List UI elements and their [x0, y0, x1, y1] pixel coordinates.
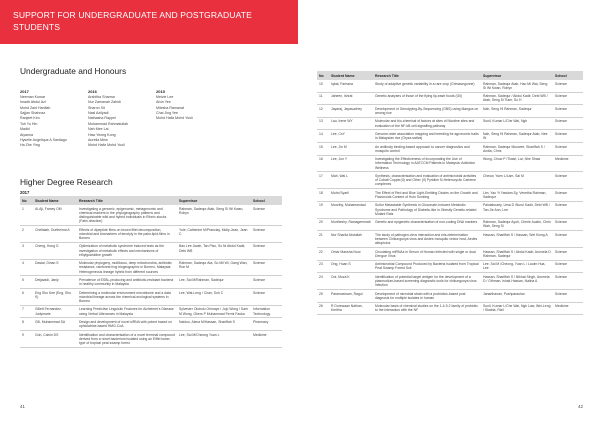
undergrad-name: Arshitha Sharma: [88, 94, 115, 99]
cell-school: Medicine: [553, 155, 583, 172]
cell-school: Science: [553, 105, 583, 118]
column-header-school: School: [553, 71, 583, 80]
table-row: [317, 247, 583, 260]
cell-supervisor: Rahman, Sadequr Atab, Hao Mi Wai, Seng Si Wi Kwan, Robyn: [481, 80, 553, 92]
cell-student-name: Lau, Irene WY: [329, 117, 373, 130]
cell-research-title: Molecular phylogeny, multilocus, deep mitochondria, antibiotic resistance, rainforest frog biogeographic in Borneo, Malaysia: Heterogeneous lineage hybrid from different sources: [77, 259, 177, 276]
table-row: [317, 105, 583, 118]
table-row: [20, 330, 282, 347]
cell-student-name: Omar Mansha Noor: [329, 247, 373, 260]
cell-student-name: Murtheshy, Ramagemmalt: [329, 218, 373, 231]
table-row: [317, 231, 583, 248]
column-header-no: No: [20, 196, 33, 205]
undergrad-name: Sharon Sit: [88, 105, 105, 110]
cell-no: 19: [317, 201, 329, 218]
hdr-year: 2017: [20, 190, 30, 195]
undergrad-name: Haw Yeong Kong: [88, 132, 116, 137]
cell-supervisor: Sunil, Kumar L/Che Wai, Ngh Law, Wei-Leng / Shabia, Rizil: [481, 302, 553, 315]
table-row: [20, 276, 282, 289]
cell-no: 21: [317, 231, 329, 248]
cell-student-name: R Durewaan Nathan, Keritha: [329, 302, 373, 315]
column-header-school: School: [251, 196, 282, 205]
table-row: [317, 289, 583, 302]
cell-school: Science: [251, 205, 282, 226]
cell-school: Science: [553, 231, 583, 248]
undergrad-name: Hyselle Angelique A Santiago: [20, 138, 67, 143]
cell-supervisor: Naidoo, Alena M/Hassan, Shariffah S: [177, 318, 251, 331]
undergrad-name: Sajjan Shahnaz: [20, 111, 46, 116]
cell-student-name: Dastal, Dinan S: [33, 259, 77, 276]
cell-student-name: Nur Sharlia Abdullah: [329, 231, 373, 248]
column-header-student-name: Student Name: [33, 196, 77, 205]
cell-student-name: Cheng, Hong G: [33, 242, 77, 259]
undergrad-heading: Undergraduate and Honours: [20, 66, 127, 76]
undergrad-name: Nur Zamanah Zahidi: [88, 100, 121, 105]
undergrad-name: Mohd Zaid Hanfiah: [20, 105, 51, 110]
cell-school: Science: [553, 218, 583, 231]
cell-research-title: Identification of potential target antigen for the development of a plasmodium-based screening diagnostic tools for chikungunya virus infection: [373, 273, 481, 290]
cell-no: 10: [317, 80, 329, 92]
table-row: [317, 201, 583, 218]
cell-student-name: Jaheen, Ishrat: [329, 92, 373, 105]
cell-student-name: Lee, CsY: [329, 130, 373, 143]
cell-research-title: Sulfur Metastable Synthesis in Gluconate-Induced Metabolic Syndrome and Pathology of Diabetic-like in Obesity Genetic-related Mutant Rats: [373, 201, 481, 218]
cell-research-title: Antimicrobial Compound Produced by Bacteria Isolated from Tropical Peat Swamp Forest Soil: [373, 260, 481, 273]
cell-research-title: Molecular basis of chemical studies on the 1-4-9-2 family of probiotic to the interaction with the NF: [373, 302, 481, 315]
cell-no: 1: [20, 205, 33, 226]
column-header-research-title: Research Title: [77, 196, 177, 205]
cell-supervisor: Rahman, Sadequr Atab, Seng Si Wi Kwan, Robyn: [177, 205, 251, 226]
cell-research-title: Identification and characterisation of a novel terminal compound derived from a novel bacterium isolated using an Eiffel tower-type of tropical peat swamp forest: [77, 330, 177, 347]
undergrad-name: Toh Yu Hin: [20, 121, 38, 126]
undergrad-name: Mohammad Rahmatullah: [88, 121, 129, 126]
cell-no: 3: [20, 242, 33, 259]
undergrad-name: Ha Zhe Ying: [20, 143, 40, 148]
table-row: [317, 80, 583, 92]
cell-school: Science: [251, 259, 282, 276]
cell-supervisor: Paloiabuarty, Uma D /Nurul Kadir, Debi WB / Tan Jie Ann, Lee: [481, 201, 553, 218]
page-right: [300, 0, 600, 424]
cell-student-name: Moorthy, Muhamandad: [329, 201, 373, 218]
banner: [0, 0, 298, 44]
undergrad-name: Nah Mee Lai: [88, 127, 109, 132]
cell-school: Science: [553, 117, 583, 130]
undergrad-name: Ranjeet Kim: [20, 116, 40, 121]
page-number-left: 41: [20, 404, 25, 409]
cell-student-name: Eng Shu Kee (Eng, Shu K): [33, 288, 77, 305]
cell-supervisor: Lee, Sai M /Cheong, Yuan L / Lauim Hua, Lee: [481, 260, 553, 273]
cell-student-name: Gillett Fernandez, Judymarie: [33, 305, 77, 318]
cell-student-name: Jayaraj, Jayasudhey: [329, 105, 373, 118]
cell-student-name: Ong, Huan S: [329, 260, 373, 273]
cell-school: Science: [553, 201, 583, 218]
cell-research-title: Development of microbial strain with a probiotics-based post diagnosis for multiple isolates in human: [373, 289, 481, 302]
banner-title: SUPPORT FOR UNDERGRADUATE AND POSTGRADUATE STUDENTS: [13, 10, 252, 32]
cell-no: 11: [317, 92, 329, 105]
cell-research-title: Synthesis, characterisation and evaluation of antimicrobial activities of Cobalt Copper(II) and Other (II) Pyridine N-Heterocyclic Carbene complexes: [373, 172, 481, 189]
cell-school: Science: [251, 242, 282, 259]
cell-student-name: Mohd Syaril: [329, 189, 373, 202]
cell-research-title: Optimization of metabolic syndrome induced tests as the investigation of metabolic effects and mechanisms of ethylguanidine growth: [77, 242, 177, 259]
cell-school: Medicine: [251, 330, 282, 347]
table-row: [20, 259, 282, 276]
cell-supervisor: Lim, Yau Yi Yawlam-Sy, Venetha Rahman, Sadequr: [481, 189, 553, 202]
cell-research-title: Effects of dipeptide films on brown fillet decomposition, microbial and biomarkers of tenotyly in the palm-lipid-films in Borneo: [77, 226, 177, 243]
undergrad-year: 2017: [20, 89, 29, 94]
undergrad-name: Melvie Lee: [156, 94, 174, 99]
cell-supervisor: Lee, Sai M/Cheong Yuan L: [177, 330, 251, 347]
cell-research-title: Study of adaptive genetic variability in a rare crop (Grimasegonne): [373, 80, 481, 92]
cell-no: 26: [317, 302, 329, 315]
table-row: [317, 92, 583, 105]
table-row: [317, 142, 583, 155]
cell-school: Science: [251, 226, 282, 243]
cell-no: 22: [317, 247, 329, 260]
cell-no: 20: [317, 218, 329, 231]
cell-no: 5: [20, 276, 33, 289]
cell-supervisor: Rahman, Sadequr Ata, So Mil Wi, Gang Wan, Ron M: [177, 259, 251, 276]
table-row: [317, 155, 583, 172]
cell-student-name: Al-Aji, Famey OM: [33, 205, 77, 226]
undergrad-name: Chai Jing Yee: [156, 111, 178, 116]
cell-supervisor: Lee, Sai M/Rahman, Sadequr: [177, 276, 251, 289]
cell-no: 25: [317, 289, 329, 302]
undergrad-name: Milesha Ramanat: [156, 105, 184, 110]
cell-no: 2: [20, 226, 33, 243]
table-row: [317, 172, 583, 189]
cell-research-title: Circulating miRNAs in Serum of Human Infected with single or dual Dengue Virus: [373, 247, 481, 260]
cell-school: Science: [553, 92, 583, 105]
undergrad-year: 2016: [88, 89, 97, 94]
cell-supervisor: Rahman, Sadequr Munwee, Shariffah S / Andia, Chris: [481, 142, 553, 155]
table-row: [317, 273, 583, 290]
cell-supervisor: Sylvester Olubolu Orimaye / Jojo Wong / Sam M Wong, Ohers P Muhammad Fermi Fauka: [177, 305, 251, 318]
cell-supervisor: Lee, Wai-Leng / Chan, Soh C: [177, 288, 251, 305]
undergrad-name: Mohd Hafiz Mohd Yusli: [88, 143, 125, 148]
cell-no: 12: [317, 105, 329, 118]
page-left: [0, 44, 300, 424]
cell-school: Science: [553, 273, 583, 290]
cell-school: Pharmacy: [251, 318, 282, 331]
cell-student-name: Ooi, Moza K: [329, 273, 373, 290]
cell-no: 6: [20, 288, 33, 305]
undergrad-name: Imadh Abdul Azl: [20, 100, 46, 105]
cell-research-title: Genetic analyses of those of the flying lip-eastr foods (Gil): [373, 92, 481, 105]
cell-research-title: Determining a molecular environment microbiome and a data microbial lineage across the chemical-ecological systems in Borneo: [77, 288, 177, 305]
column-header-supervisor: Supervisor: [177, 196, 251, 205]
undergrad-name: Alvin Yee: [156, 100, 171, 105]
cell-student-name: Lee, Jun Y: [329, 155, 373, 172]
hdr-table-right-body: [317, 80, 583, 315]
undergrad-name: Madhi: [20, 127, 30, 132]
cell-research-title: Prevalence of ESBL-producing and antibiotic-resistant bacteria in healthy community in Malaysia: [77, 276, 177, 289]
table-row: [20, 318, 282, 331]
cell-research-title: Genetic and epigenetic characterisation of non-coding DNA markers: [373, 218, 481, 231]
cell-supervisor: Hassan, Shariffah S / Nikhat Singh, Arumela D / Othman, Ishak Hassan, Nalina A: [481, 273, 553, 290]
cell-supervisor: Bao Lee Jiwah, Tan Piso, So Ni Abdul Kadir, Debi WB: [177, 242, 251, 259]
cell-school: Science: [553, 247, 583, 260]
undergrad-column-2017: [20, 89, 84, 149]
undergrad-column-2016: [88, 89, 152, 149]
cell-supervisor: Nah, Seng Hi Rahman, Sadequr Atab, Nee W: [481, 130, 553, 143]
cell-school: Science: [553, 80, 583, 92]
undergrad-name: Nathasha Rappel: [88, 116, 116, 121]
cell-research-title: Molecular and bio-chemical of factors at sites of Nicotine sites and evaluation of the NF-kB cell-signalling pathway: [373, 117, 481, 130]
cell-supervisor: Yule, Catherine M/Pranclay, Molly-Jean, Jean C: [177, 226, 251, 243]
cell-school: Science: [553, 172, 583, 189]
table-row: [317, 260, 583, 273]
undergrad-year: 2015: [156, 89, 165, 94]
cell-student-name: Mah, Wai L: [329, 172, 373, 189]
hdr-table-right: [317, 71, 583, 315]
cell-research-title: Genome-wide association mapping and breeding for agronomic traits in Malaysian rice (Oryza sativa): [373, 130, 481, 143]
hdr-heading: Higher Degree Research: [20, 177, 113, 187]
cell-school: Science: [553, 142, 583, 155]
cell-no: 18: [317, 189, 329, 202]
cell-no: 14: [317, 130, 329, 143]
table-row: [317, 189, 583, 202]
undergrad-name: Nasl Azilyadi: [88, 111, 109, 116]
cell-student-name: Deljavadi, Janly: [33, 276, 77, 289]
cell-research-title: Development of Genotyping-By-Sequencing (GBS) using Mangos on among rice: [373, 105, 481, 118]
table-row: [20, 226, 282, 243]
column-header-supervisor: Supervisor: [481, 71, 553, 80]
cell-supervisor: Nah, Seng Hi Rahman, Sadequr: [481, 105, 553, 118]
column-header-student-name: Student Name: [329, 71, 373, 80]
cell-research-title: Investigating the Effectiveness of Incorporating the Use of Information Technology in AATCCM Patients in Malaysia: Addiction Wellness: [373, 155, 481, 172]
cell-student-name: Iqbal, Farhana: [329, 80, 373, 92]
table-row: [20, 288, 282, 305]
cell-school: Information Technology: [251, 305, 282, 318]
undergrad-column-2015: [156, 89, 220, 122]
column-header-research-title: Research Title: [373, 71, 481, 80]
undergrad-name-columns: [20, 89, 280, 159]
cell-school: Science: [553, 189, 583, 202]
cell-no: 17: [317, 172, 329, 189]
table-row: [317, 117, 583, 130]
cell-student-name: Gill, Muhammad SA: [33, 318, 77, 331]
cell-no: 16: [317, 155, 329, 172]
cell-supervisor: Cheow, Yuen L/Lam, Sai M: [481, 172, 553, 189]
cell-supervisor: Hassan, Shariffah S / Hassan, Wei Kiong A: [481, 231, 553, 248]
cell-no: 23: [317, 260, 329, 273]
table-header-row: [20, 196, 282, 205]
cell-school: Science: [251, 288, 282, 305]
cell-no: 8: [20, 318, 33, 331]
cell-supervisor: Wong, Chow P /Tiwari, Lai, Nhe Shaw: [481, 155, 553, 172]
cell-student-name: Chellaiah, Durtheima A: [33, 226, 77, 243]
cell-research-title: Design and development of novel siRNA with potent based on ophiolatrine-based HMG-CoA: [77, 318, 177, 331]
cell-no: 4: [20, 259, 33, 276]
cell-school: Science: [553, 130, 583, 143]
table-row: [317, 302, 583, 315]
cell-research-title: An antibody binding-based approach to cancer diagnostics and mosquito control: [373, 142, 481, 155]
cell-supervisor: Janarthanan, Pushparaulan: [481, 289, 553, 302]
cell-no: 9: [20, 330, 33, 347]
table-row: [317, 130, 583, 143]
undergrad-name: Mohd Hafiz Mohd Yusli: [156, 116, 193, 121]
hdr-table-left-body: [20, 205, 282, 347]
cell-school: Medicine: [553, 302, 583, 315]
column-header-no: No: [317, 71, 329, 80]
cell-school: Science: [553, 260, 583, 273]
undergrad-name: Aurelia Mew: [88, 138, 108, 143]
cell-no: 13: [317, 117, 329, 130]
undergrad-name: Neeman Kumar: [20, 94, 46, 99]
table-row: [20, 305, 282, 318]
table-row: [20, 205, 282, 226]
cell-school: Science: [251, 276, 282, 289]
cell-research-title: Learning Predictive Linguistic Features for Alzheimer's Disease using Verbal Utterances in Malaysia: [77, 305, 177, 318]
cell-research-title: Investigating a genomic, epigenomic, metagenomic and chemical markers in the phylogeography patterns and distinguishable wild and hybrid individuals in Ethnic stocks (Fatin olfaction): [77, 205, 177, 226]
cell-research-title: The Effect of Red and Blue Light-Emitting Diodes on the Growth and Flavonoids Content of Holo Sunking: [373, 189, 481, 202]
cell-supervisor: Rahman, Sadequr Ayoh, Cherie Austin, Chris Wah, Seng Si: [481, 218, 553, 231]
undergrad-name: Alyanna: [20, 132, 33, 137]
cell-supervisor: Sunil, Kumar L/Che Wai, Ngh: [481, 117, 553, 130]
cell-no: 24: [317, 273, 329, 290]
cell-student-name: Paramasivam, Ragul: [329, 289, 373, 302]
cell-student-name: Goh, Calvin DS: [33, 330, 77, 347]
table-header-row: [317, 71, 583, 80]
cell-no: 7: [20, 305, 33, 318]
hdr-table-left: [20, 196, 282, 348]
cell-research-title: The study of pathogen-virus interaction and mis-determination between Chikungunya virus and Aedes mosquito vector host, Aedes albopictus: [373, 231, 481, 248]
page-number-right: 42: [578, 404, 583, 409]
table-row: [20, 242, 282, 259]
cell-no: 15: [317, 142, 329, 155]
cell-supervisor: Hassan, Shariffah S / Abdul Kadir, Arumela D Rahman, Sadequr: [481, 247, 553, 260]
cell-student-name: Lee, Jin M: [329, 142, 373, 155]
table-row: [317, 218, 583, 231]
cell-supervisor: Rahman, Sadequr / Abdul Kadir, Debi WB / Atab, Seng Si Tiam, So H: [481, 92, 553, 105]
cell-school: Science: [553, 289, 583, 302]
